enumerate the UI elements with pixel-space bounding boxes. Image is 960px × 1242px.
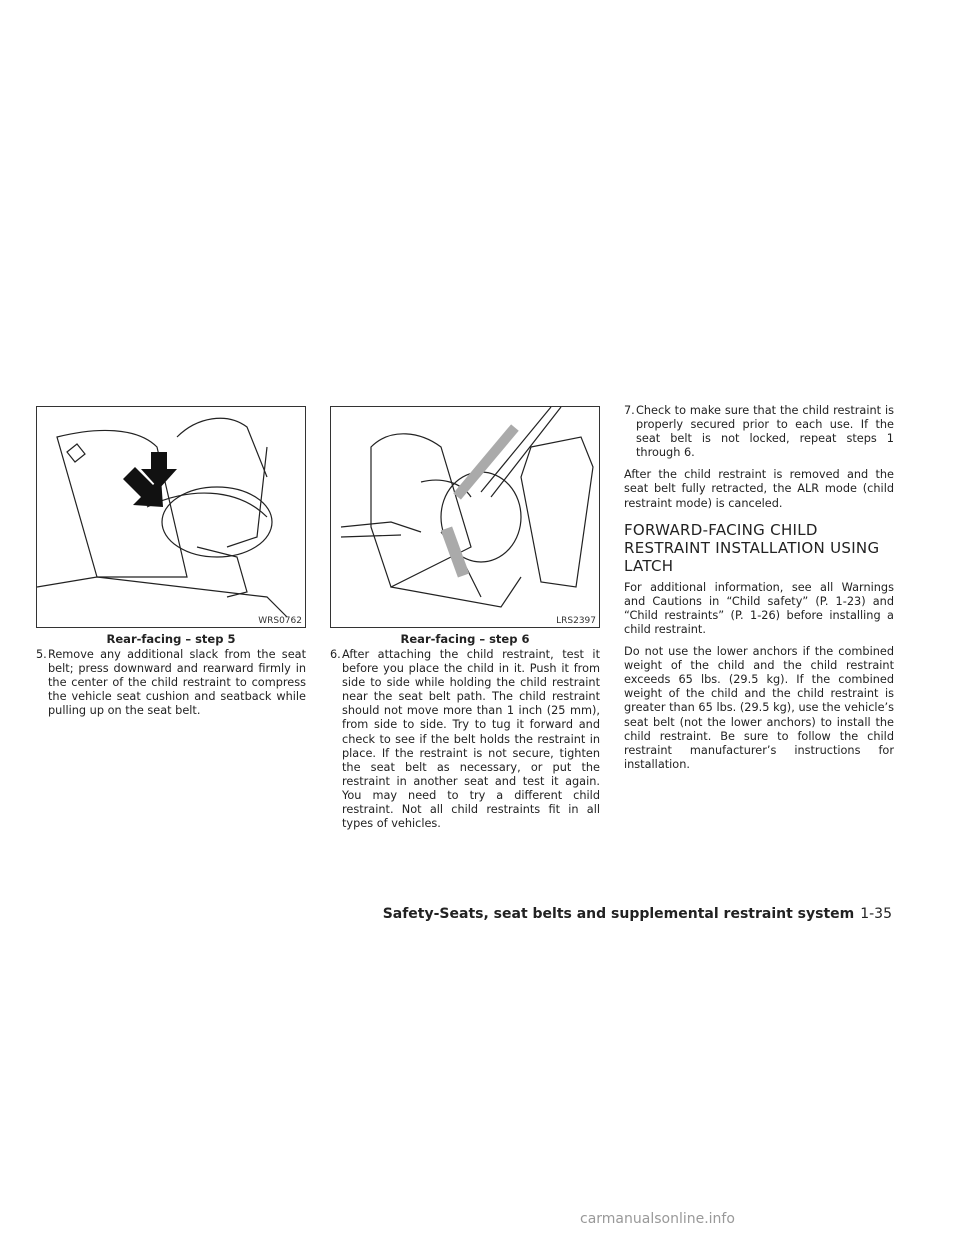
page-number: 1-35 <box>860 906 892 922</box>
figure-code: LRS2397 <box>556 616 596 626</box>
step-text: Remove any additional slack from the seat belt; press downward and rearward firmly in the center of the child restraint to compress the vehicle seat cushion and seatback while pulling up on the seat belt. <box>48 648 306 718</box>
step-text: After attaching the child restraint, test it before you place the child in it. Push it from side to side while holding the child restraint near the seat belt path. The child restraint should not move more than 1 inch (25 mm), from side to side. Try to tug it forward and check to see if the belt holds the restraint in place. If the restraint is not secure, tighten the seat belt as necessary, or put the restraint in another seat and test it again. You may need to try a different child restraint. Not all child restraints fit in all types of vehicles. <box>342 648 600 831</box>
step-5 <box>36 648 306 718</box>
watermark: carmanualsonline.info <box>580 1211 735 1227</box>
column-left <box>36 406 306 718</box>
step-7 <box>624 404 894 460</box>
section-heading: FORWARD-FACING CHILD RESTRAINT INSTALLATION USING LATCH <box>624 520 880 575</box>
seat-belt-press-illustration <box>37 407 306 628</box>
figure-rear-facing-step5 <box>36 406 306 628</box>
alr-note: After the child restraint is removed and the seat belt fully retracted, the ALR mode (child restraint mode) is canceled. <box>624 468 894 510</box>
page-footer <box>383 906 892 922</box>
section-paragraph-1: For additional information, see all Warnings and Cautions in “Child safety” (P. 1-23) and “Child restraints” (P. 1-26) before installing a child restraint. <box>624 580 894 636</box>
figure-code: WRS0762 <box>258 616 302 626</box>
step-6 <box>330 648 600 831</box>
step-number: 6. <box>330 648 341 661</box>
column-middle <box>330 406 600 831</box>
child-restraint-test-illustration <box>331 407 600 628</box>
step-text: Check to make sure that the child restraint is properly secured prior to each use. If the seat belt is not locked, repeat steps 1 through 6. <box>636 404 894 460</box>
column-right <box>624 404 894 772</box>
step-number: 7. <box>624 404 635 417</box>
figure-caption: Rear-facing – step 5 <box>106 632 236 646</box>
footer-section-title: Safety-Seats, seat belts and supplemental restraint system <box>382 906 855 922</box>
figure-rear-facing-step6 <box>330 406 600 628</box>
section-paragraph-2: Do not use the lower anchors if the combined weight of the child and the child restraint exceeds 65 lbs. (29.5 kg). If the combined weight of the child and the child restraint is greater than 65 lbs. (29.5 kg), use the vehicle’s seat belt (not the lower anchors) to install the child restraint. Be sure to follow the child restraint manufacturer’s instructions for installation. <box>624 645 894 771</box>
figure-caption: Rear-facing – step 6 <box>400 632 530 646</box>
step-number: 5. <box>36 648 47 661</box>
